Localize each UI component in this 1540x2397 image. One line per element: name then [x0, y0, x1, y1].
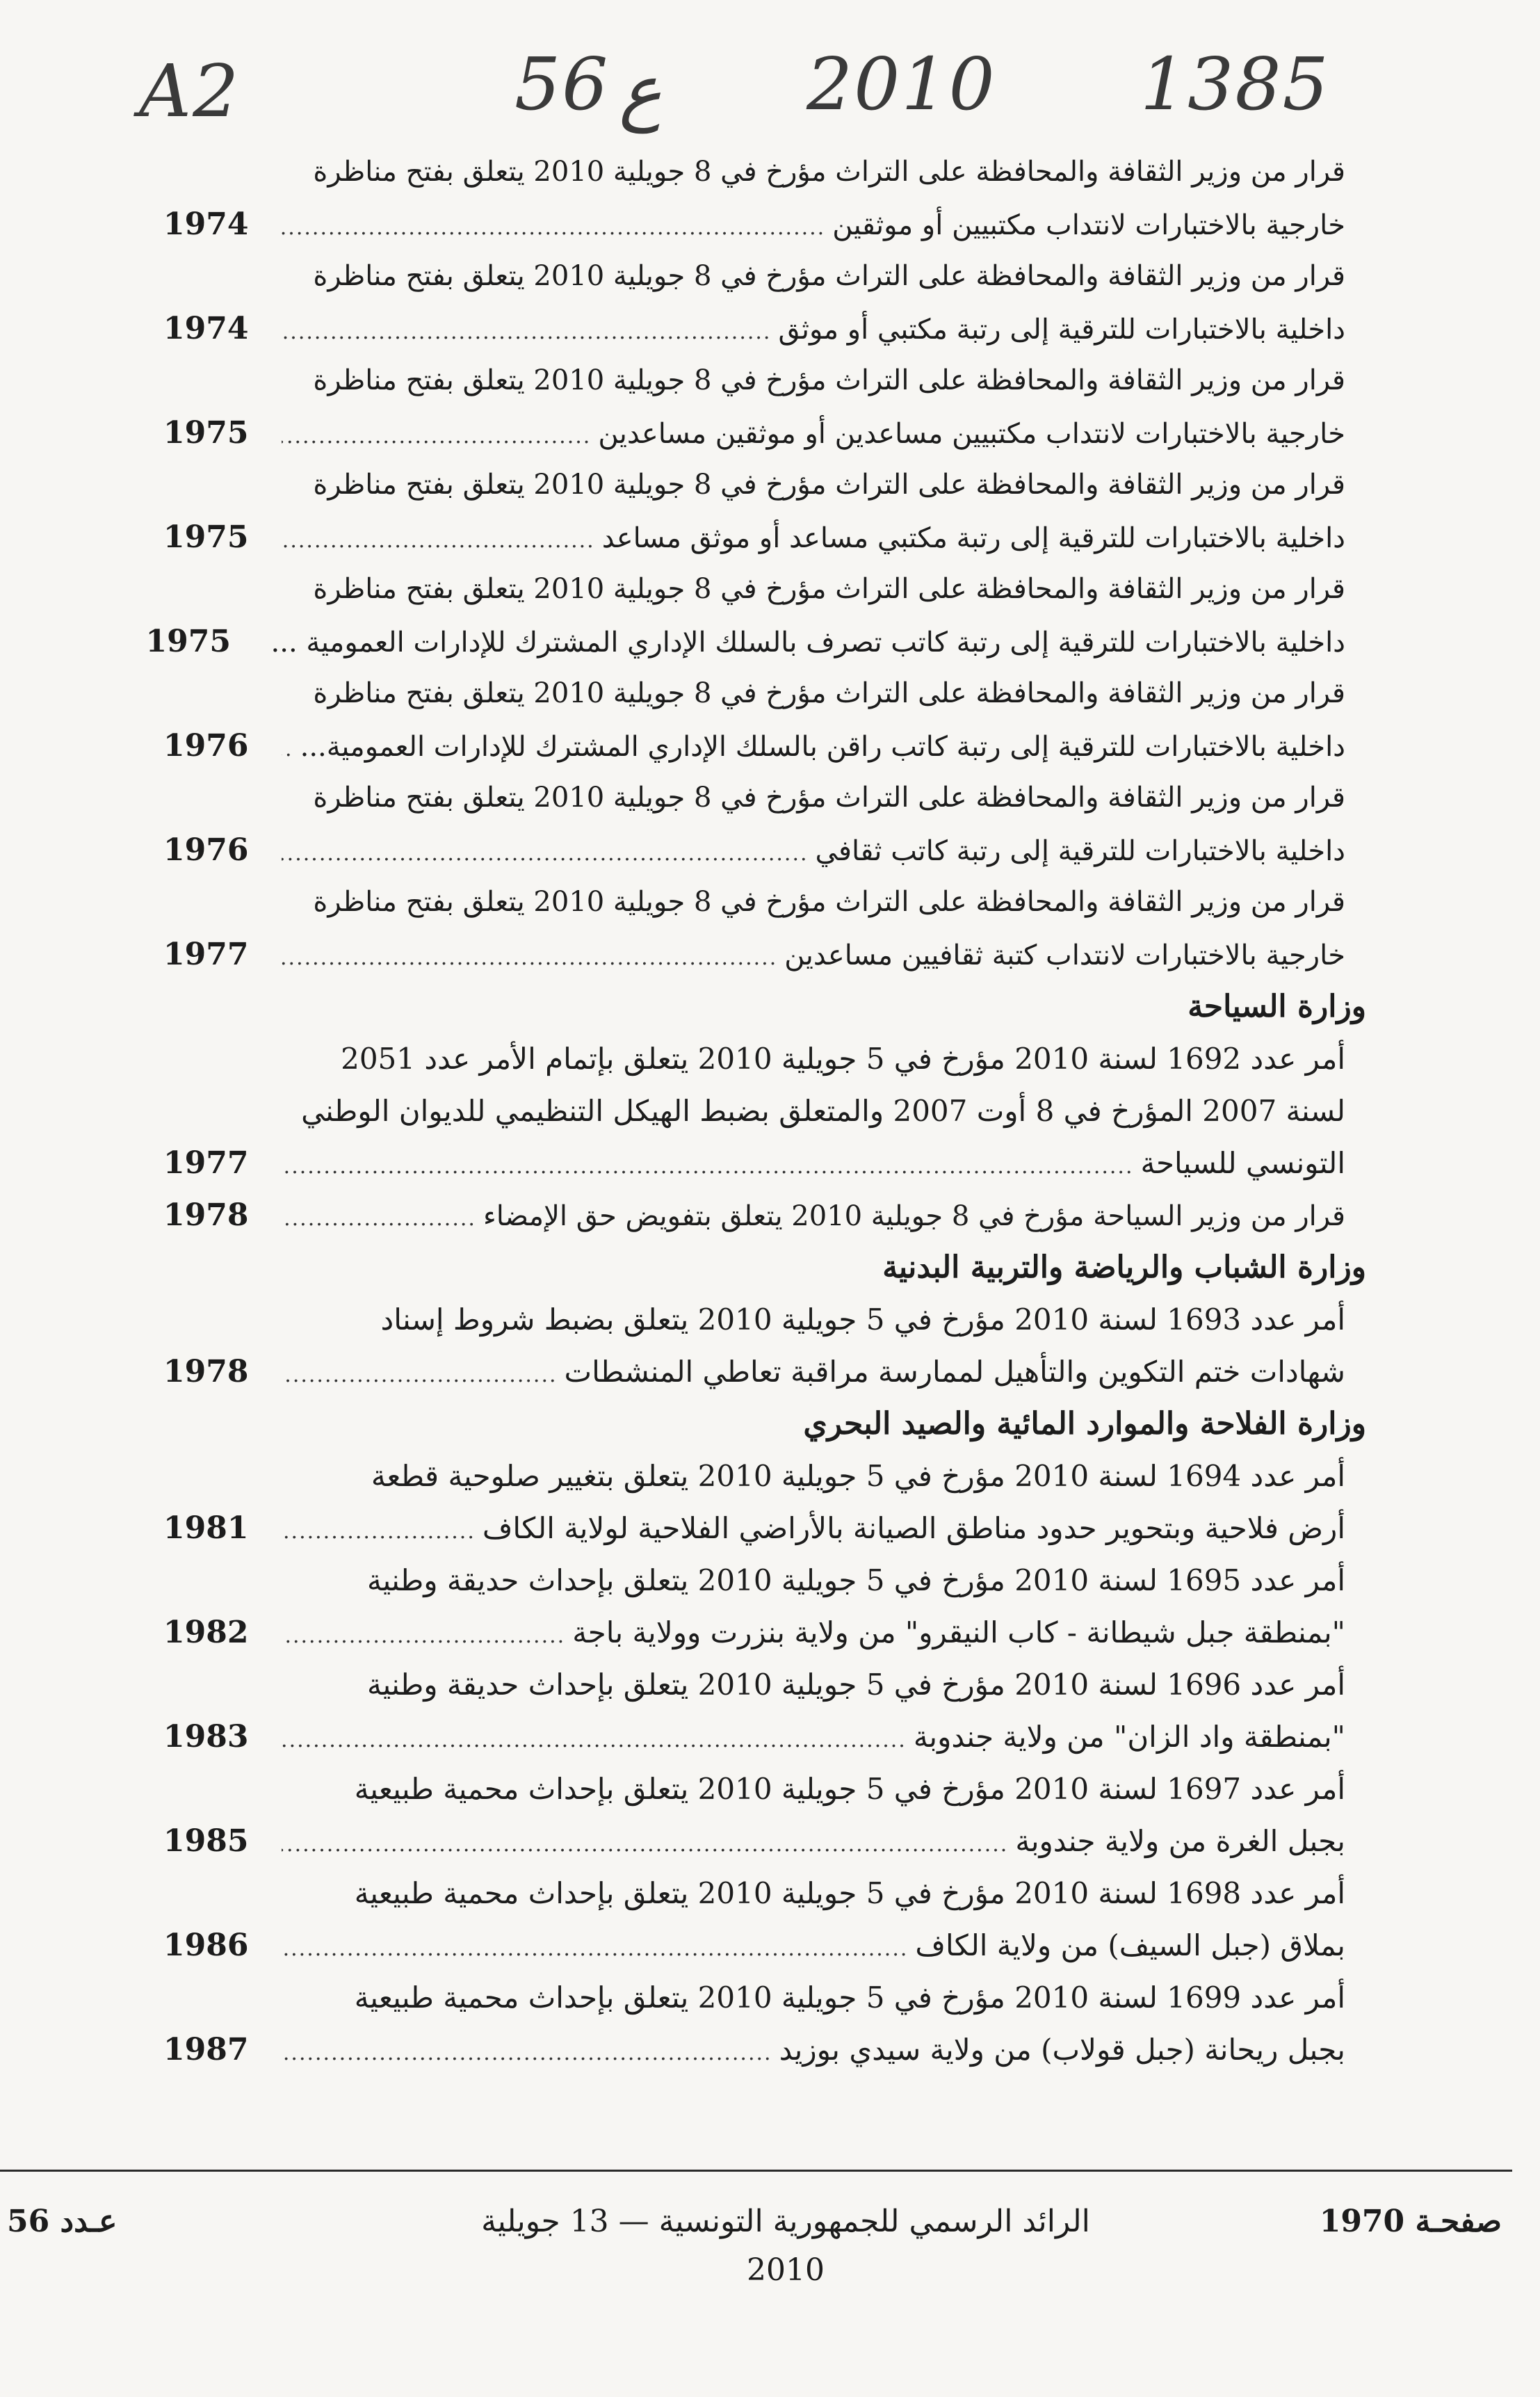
toc-entry	[163, 355, 1345, 459]
entry-line: "بمنطقة جبل شيطانة - كاب النيقرو" من ولاية بنزرت وولاية باجة ..... 1982	[163, 1606, 1345, 1658]
toc-entry	[163, 668, 1345, 772]
page-number: 1976	[163, 728, 249, 764]
entry-line: قرار من وزير الثقافة والمحافظة على التراث مؤرخ في 8 جويلية 2010 يتعلق بفتح مناظرة	[313, 573, 1345, 605]
toc-entry	[163, 1763, 1345, 1867]
page-number: 1976	[163, 832, 249, 868]
section-heading-agriculture: وزارة الفلاحة والموارد المائية والصيد البحري	[803, 1406, 1366, 1442]
entry-line: أمر عدد 1698 لسنة 2010 مؤرخ في 5 جويلية 2010 يتعلق بإحداث محمية طبيعية	[354, 1876, 1345, 1910]
section-heading-youth: وزارة الشباب والرياضة والتربية البدنية	[882, 1250, 1366, 1285]
entry-line: داخلية بالاختبارات للترقية إلى رتبة مكتبي مساعد أو موثق مساعد ..... 1975	[163, 511, 1345, 563]
table-of-contents	[145, 146, 1366, 2076]
entry-line: خارجية بالاختبارات لانتداب مكتبيين مساعدين أو موثقين مساعدين ..... 1975	[163, 407, 1345, 459]
toc-entry	[163, 1033, 1345, 1189]
page-number: 1977	[163, 1145, 249, 1181]
entry-line: خارجية بالاختبارات لانتداب مكتبيين أو موثقين ..... 1974	[163, 198, 1345, 250]
page-number: 1982	[163, 1615, 249, 1650]
toc-entry	[163, 1450, 1345, 1554]
entry-line: خارجية بالاختبارات لانتداب كتبة ثقافيين مساعدين ..... 1977	[163, 928, 1345, 980]
section-heading-tourism: وزارة السياحة	[1188, 989, 1366, 1024]
toc-entry	[163, 1971, 1345, 2076]
entry-line: لسنة 2007 المؤرخ في 8 أوت 2007 والمتعلق بضبط الهيكل التنظيمي للديوان الوطني	[301, 1094, 1345, 1128]
dot-leader	[282, 828, 809, 880]
entry-line: بجبل الغرة من ولاية جندوبة ..... 1985	[163, 1815, 1345, 1867]
toc-entry	[163, 1867, 1345, 1971]
toc-entry	[163, 1554, 1345, 1658]
handwritten-annotations	[139, 42, 1335, 153]
page-number: 1975	[145, 624, 232, 659]
toc-entry	[163, 459, 1345, 563]
entry-line: أمر عدد 1697 لسنة 2010 مؤرخ في 5 جويلية 2010 يتعلق بإحداث محمية طبيعية	[354, 1772, 1345, 1806]
entry-line: أمر عدد 1695 لسنة 2010 مؤرخ في 5 جويلية 2010 يتعلق بإحداث حديقة وطنية	[366, 1563, 1345, 1597]
page-number: 1985	[163, 1823, 249, 1859]
dot-leader	[282, 515, 595, 567]
entry-line: قرار من وزير الثقافة والمحافظة على التراث مؤرخ في 8 جويلية 2010 يتعلق بفتح مناظرة	[313, 156, 1345, 188]
entry-line: أمر عدد 1696 لسنة 2010 مؤرخ في 5 جويلية 2010 يتعلق بإحداث حديقة وطنية	[366, 1668, 1345, 1702]
dot-leader	[282, 932, 777, 984]
toc-entry	[163, 146, 1345, 250]
page-number: 1974	[163, 207, 249, 242]
footer-issue-number: عـدد 56	[7, 2204, 117, 2239]
entry-line: قرار من وزير السياحة مؤرخ في 8 جويلية 2010 يتعلق بتفويض حق الإمضاء ..... 1978	[163, 1189, 1345, 1241]
toc-entry	[163, 876, 1345, 980]
dot-leader	[282, 1140, 1134, 1193]
footer-journal-title: الرائد الرسمي للجمهورية التونسية — 13 جويلية 2010	[481, 2204, 1090, 2288]
page-number: 1981	[163, 1510, 249, 1546]
entry-line: قرار من وزير الثقافة والمحافظة على التراث مؤرخ في 8 جويلية 2010 يتعلق بفتح مناظرة	[313, 677, 1345, 709]
entry-line: شهادات ختم التكوين والتأهيل لممارسة مراقبة تعاطي المنشطات ..... 1978	[163, 1346, 1345, 1398]
footer-page-label: صفحـة 1970	[1319, 2204, 1502, 2239]
dot-leader	[282, 1610, 565, 1662]
entry-line: بملاق (جبل السيف) من ولاية الكاف ..... 1986	[163, 1919, 1345, 1971]
toc-entry	[163, 1658, 1345, 1763]
dot-leader	[282, 1506, 476, 1558]
entry-line: أمر عدد 1699 لسنة 2010 مؤرخ في 5 جويلية 2010 يتعلق بإحداث محمية طبيعية	[354, 1980, 1345, 2015]
toc-entry	[145, 563, 1345, 668]
page-number: 1974	[163, 311, 249, 346]
dot-leader	[282, 306, 771, 358]
page-number: 1986	[163, 1928, 249, 1963]
dot-leader	[282, 410, 591, 462]
toc-entry	[163, 772, 1345, 876]
entry-line: قرار من وزير الثقافة والمحافظة على التراث مؤرخ في 8 جويلية 2010 يتعلق بفتح مناظرة	[313, 782, 1345, 814]
entry-line: قرار من وزير الثقافة والمحافظة على التراث مؤرخ في 8 جويلية 2010 يتعلق بفتح مناظرة	[313, 469, 1345, 501]
toc-entry	[163, 1189, 1345, 1241]
entry-line: قرار من وزير الثقافة والمحافظة على التراث مؤرخ في 8 جويلية 2010 يتعلق بفتح مناظرة	[313, 886, 1345, 918]
handwritten-note: 56	[514, 42, 610, 127]
footer-divider	[0, 2170, 1512, 2172]
page-number: 1983	[163, 1719, 249, 1754]
entry-line: داخلية بالاختبارات للترقية إلى رتبة مكتبي أو موثق ..... 1974	[163, 302, 1345, 355]
page-number: 1978	[163, 1354, 249, 1389]
page-number: 1987	[163, 2032, 249, 2067]
entry-line: أمر عدد 1694 لسنة 2010 مؤرخ في 5 جويلية 2010 يتعلق بتغيير صلوحية قطعة	[371, 1459, 1345, 1493]
handwritten-note: 2010	[807, 42, 996, 127]
handwritten-note: A2	[139, 49, 241, 134]
dot-leader	[282, 723, 293, 775]
entry-line: داخلية بالاختبارات للترقية إلى رتبة كاتب تصرف بالسلك الإداري المشترك للإدارات العمومية ... 1975	[163, 615, 1345, 668]
dot-leader	[282, 202, 825, 254]
entry-line: داخلية بالاختبارات للترقية إلى رتبة كاتب ثقافي ..... 1976	[163, 824, 1345, 876]
handwritten-note: 1385	[1140, 42, 1330, 127]
entry-line: داخلية بالاختبارات للترقية إلى رتبة كاتب راقن بالسلك الإداري المشترك للإدارات العمومية... ..... 1976	[163, 720, 1345, 772]
entry-line: بجبل ريحانة (جبل قولاب) من ولاية سيدي بوزيد ..... 1987	[163, 2024, 1345, 2076]
dot-leader	[282, 1349, 558, 1401]
entry-line: قرار من وزير الثقافة والمحافظة على التراث مؤرخ في 8 جويلية 2010 يتعلق بفتح مناظرة	[313, 260, 1345, 292]
entry-line: أمر عدد 1693 لسنة 2010 مؤرخ في 5 جويلية 2010 يتعلق بضبط شروط إسناد	[380, 1302, 1345, 1337]
toc-entry	[163, 1293, 1345, 1398]
dot-leader	[282, 1193, 476, 1245]
page-number: 1977	[163, 937, 249, 972]
toc-entry	[163, 250, 1345, 355]
dot-leader	[282, 2027, 772, 2079]
dot-leader	[282, 1818, 1008, 1871]
page-number: 1975	[163, 415, 249, 451]
entry-line: أرض فلاحية وبتحوير حدود مناطق الصيانة بالأراضي الفلاحية لولاية الكاف ..... 1981	[163, 1502, 1345, 1554]
entry-line: قرار من وزير الثقافة والمحافظة على التراث مؤرخ في 8 جويلية 2010 يتعلق بفتح مناظرة	[313, 364, 1345, 396]
entry-line: أمر عدد 1692 لسنة 2010 مؤرخ في 5 جويلية 2010 يتعلق بإتمام الأمر عدد 2051	[341, 1042, 1345, 1076]
page-number: 1975	[163, 519, 249, 555]
page-number: 1978	[163, 1197, 249, 1233]
handwritten-note: ع	[619, 49, 663, 134]
page-footer	[7, 2197, 1509, 2288]
dot-leader	[282, 1923, 908, 1975]
entry-line: التونسي للسياحة ..... 1977	[163, 1137, 1345, 1189]
dot-leader	[282, 1714, 907, 1766]
entry-line: "بمنطقة واد الزان" من ولاية جندوبة ..... 1983	[163, 1711, 1345, 1763]
